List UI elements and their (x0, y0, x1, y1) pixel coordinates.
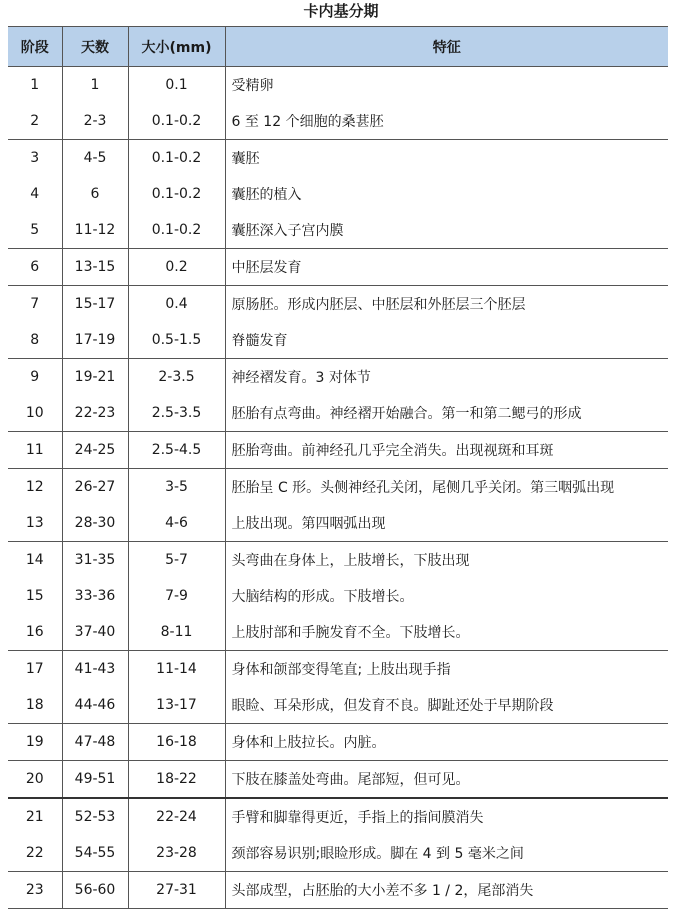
cell-size: 2-3.5 (128, 359, 225, 396)
cell-stage: 1 (30, 77, 40, 93)
cell-stage: 17 (8, 651, 62, 688)
cell-days: 33-36 (62, 578, 128, 614)
cell-size: 0.1-0.2 (128, 103, 225, 140)
cell-days: 56-60 (62, 872, 128, 909)
cell-size: 0.4 (128, 286, 225, 323)
cell-days: 6 (62, 176, 128, 212)
cell-size: 16-18 (128, 724, 225, 761)
table-row (8, 140, 668, 177)
cell-size: 7-9 (128, 578, 225, 614)
header-days: 天数 (62, 27, 128, 67)
cell-days: 26-27 (62, 469, 128, 506)
cell-stage: 12 (8, 469, 62, 506)
cell-days: 19-21 (62, 359, 128, 396)
cell-days: 24-25 (62, 432, 128, 469)
cell-days: 2-3 (62, 103, 128, 140)
cell-size: 11-14 (128, 651, 225, 688)
cell-days: 52-53 (62, 798, 128, 835)
table-row (8, 835, 668, 872)
cell-feature: 胚胎有点弯曲。神经褶开始融合。第一和第二鳃弓的形成 (225, 395, 668, 432)
cell-size: 27-31 (128, 872, 225, 909)
table-row (8, 761, 668, 799)
cell-days: 47-48 (62, 724, 128, 761)
table-row (8, 67, 668, 104)
table-row (8, 286, 668, 323)
table-row (8, 614, 668, 651)
cell-stage: 4 (30, 186, 40, 202)
cell-size: 8-11 (128, 614, 225, 651)
cell-feature: 囊胚深入子宫内膜 (225, 212, 668, 249)
table-row (8, 872, 668, 909)
table-row (8, 322, 668, 359)
cell-feature: 头弯曲在身体上，上肢增长，下肢出现 (225, 542, 668, 579)
cell-days: 37-40 (62, 614, 128, 651)
table-row (8, 578, 668, 614)
cell-stage: 6 (8, 249, 62, 286)
cell-days: 17-19 (62, 322, 128, 359)
header-feature: 特征 (225, 27, 668, 67)
cell-feature: 颈部容易识别;眼睑形成。脚在 4 到 5 毫米之间 (225, 835, 668, 872)
table-row (8, 687, 668, 724)
cell-feature: 囊胚的植入 (225, 176, 668, 212)
cell-feature: 胚胎呈 C 形。头侧神经孔关闭，尾侧几乎关闭。第三咽弧出现 (225, 469, 668, 506)
cell-size: 22-24 (128, 798, 225, 835)
cell-size: 23-28 (128, 835, 225, 872)
cell-stage: 22 (25, 845, 44, 861)
header-stage: 阶段 (8, 27, 62, 67)
cell-size: 0.1-0.2 (128, 140, 225, 177)
cell-feature: 眼睑、耳朵形成，但发育不良。脚趾还处于早期阶段 (225, 687, 668, 724)
cell-stage: 15 (25, 588, 44, 604)
cell-size: 0.1 (128, 67, 225, 104)
table-header (8, 27, 668, 67)
table-row (8, 359, 668, 396)
cell-stage: 16 (25, 624, 44, 640)
cell-stage: 21 (8, 798, 62, 835)
cell-feature: 上肢肘部和手腕发育不全。下肢增长。 (225, 614, 668, 651)
cell-days: 1 (62, 67, 128, 104)
table-row (8, 724, 668, 761)
cell-stage: 18 (25, 697, 44, 713)
cell-feature: 神经褶发育。3 对体节 (225, 359, 668, 396)
cell-stage: 10 (25, 405, 44, 421)
cell-feature: 囊胚 (225, 140, 668, 177)
cell-size: 2.5-4.5 (128, 432, 225, 469)
cell-days: 44-46 (62, 687, 128, 724)
cell-size: 2.5-3.5 (128, 395, 225, 432)
cell-days: 15-17 (62, 286, 128, 323)
table-title: 卡内基分期 (303, 2, 379, 20)
cell-size: 13-17 (128, 687, 225, 724)
cell-size: 18-22 (128, 761, 225, 799)
cell-stage: 8 (30, 332, 40, 348)
cell-days: 11-12 (62, 212, 128, 249)
header-size: 大小(mm) (128, 27, 225, 67)
table-row (8, 798, 668, 835)
cell-stage: 5 (30, 222, 40, 238)
cell-feature: 上肢出现。第四咽弧出现 (225, 505, 668, 542)
cell-feature: 身体和上肢拉长。内脏。 (225, 724, 668, 761)
table-row (8, 432, 668, 469)
cell-days: 54-55 (62, 835, 128, 872)
cell-size: 0.5-1.5 (128, 322, 225, 359)
cell-days: 28-30 (62, 505, 128, 542)
cell-size: 0.1-0.2 (128, 176, 225, 212)
cell-days: 13-15 (62, 249, 128, 286)
carnegie-stages-table (8, 26, 668, 909)
table-row (8, 103, 668, 140)
cell-size: 5-7 (128, 542, 225, 579)
cell-stage: 9 (8, 359, 62, 396)
table-row (8, 212, 668, 249)
table-row (8, 249, 668, 286)
cell-size: 0.1-0.2 (128, 212, 225, 249)
cell-days: 49-51 (62, 761, 128, 799)
cell-stage: 7 (8, 286, 62, 323)
table-row (8, 542, 668, 579)
cell-feature: 胚胎弯曲。前神经孔几乎完全消失。出现视斑和耳斑 (225, 432, 668, 469)
table-row (8, 651, 668, 688)
table-row (8, 469, 668, 506)
cell-feature: 下肢在膝盖处弯曲。尾部短，但可见。 (225, 761, 668, 799)
cell-stage: 11 (8, 432, 62, 469)
cell-stage: 3 (8, 140, 62, 177)
cell-days: 31-35 (62, 542, 128, 579)
table-row (8, 395, 668, 432)
cell-stage: 14 (8, 542, 62, 579)
cell-stage: 19 (8, 724, 62, 761)
table-body (8, 67, 668, 909)
cell-feature: 受精卵 (225, 67, 668, 104)
cell-size: 3-5 (128, 469, 225, 506)
cell-feature: 中胚层发育 (225, 249, 668, 286)
cell-feature: 脊髓发育 (225, 322, 668, 359)
table-row (8, 505, 668, 542)
table-row (8, 176, 668, 212)
cell-feature: 6 至 12 个细胞的桑葚胚 (225, 103, 668, 140)
cell-feature: 身体和颌部变得笔直; 上肢出现手指 (225, 651, 668, 688)
cell-feature: 原肠胚。形成内胚层、中胚层和外胚层三个胚层 (225, 286, 668, 323)
cell-stage: 23 (8, 872, 62, 909)
cell-days: 4-5 (62, 140, 128, 177)
cell-size: 4-6 (128, 505, 225, 542)
cell-days: 41-43 (62, 651, 128, 688)
cell-size: 0.2 (128, 249, 225, 286)
cell-stage: 13 (25, 515, 44, 531)
cell-stage: 20 (8, 761, 62, 799)
cell-feature: 手臂和脚靠得更近，手指上的指间膜消失 (225, 798, 668, 835)
cell-feature: 头部成型，占胚胎的大小差不多 1 / 2，尾部消失 (225, 872, 668, 909)
cell-stage: 2 (30, 113, 40, 129)
cell-days: 22-23 (62, 395, 128, 432)
cell-feature: 大脑结构的形成。下肢增长。 (225, 578, 668, 614)
